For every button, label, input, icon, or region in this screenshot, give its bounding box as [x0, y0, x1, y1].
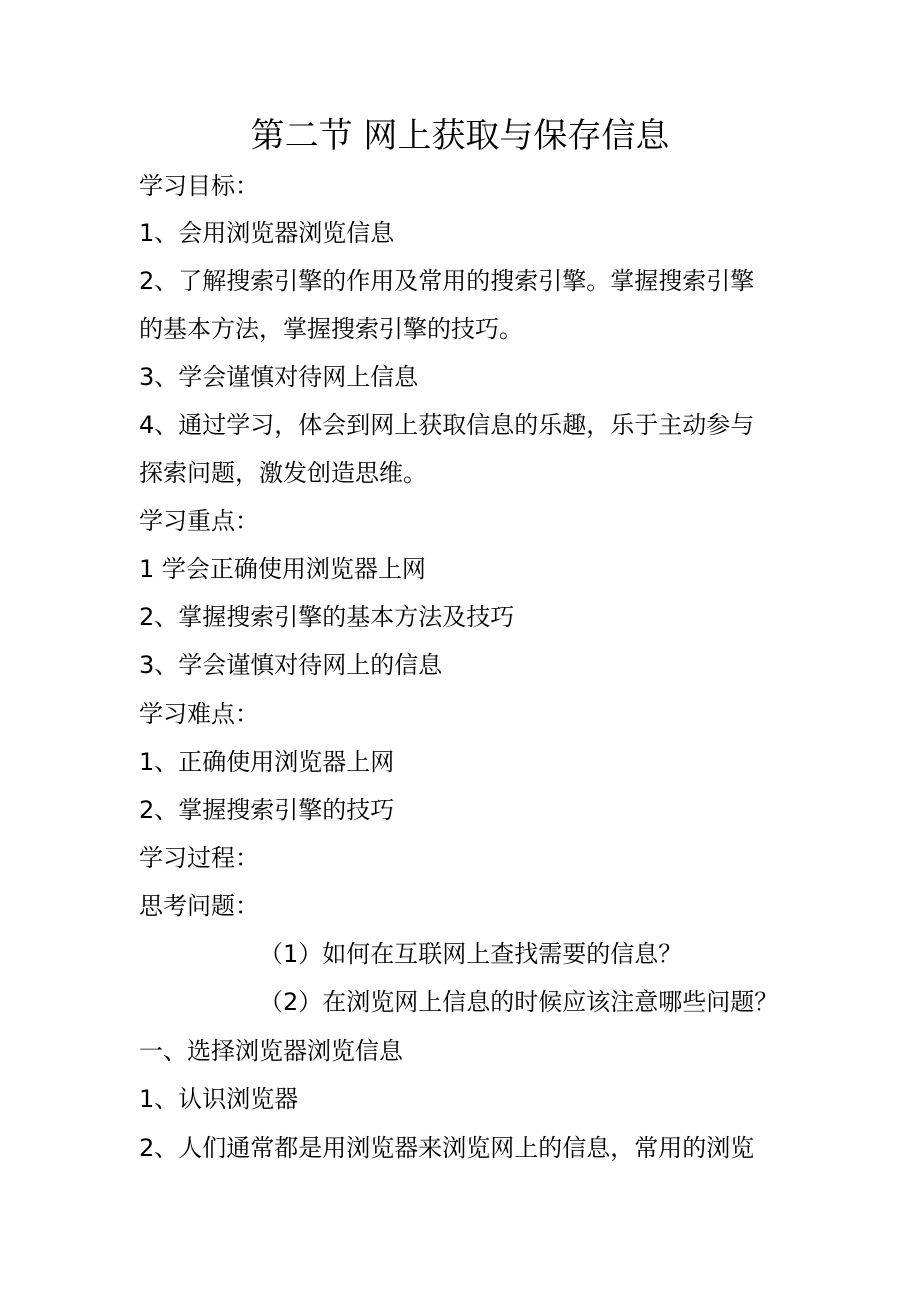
section-heading-objectives: 学习目标：	[139, 172, 259, 200]
objective-line: 2、了解搜索引擎的作用及常用的搜索引擎。掌握搜索引擎	[139, 267, 755, 295]
section-heading-difficulties: 学习难点：	[139, 700, 259, 728]
difficulty-line: 1、正确使用浏览器上网	[139, 748, 395, 776]
question-line: （2）在浏览网上信息的时候应该注意哪些问题？	[259, 988, 779, 1016]
section-heading-questions: 思考问题：	[139, 892, 259, 920]
objective-line-continued: 探索问题，激发创造思维。	[139, 459, 427, 487]
body-line: 1、认识浏览器	[139, 1085, 299, 1113]
section-heading-browser: 一、选择浏览器浏览信息	[139, 1037, 403, 1065]
key-point-line: 1 学会正确使用浏览器上网	[139, 555, 426, 583]
section-heading-process: 学习过程：	[139, 844, 259, 872]
document-title: 第二节 网上获取与保存信息	[250, 116, 670, 156]
key-point-line: 2、掌握搜索引擎的基本方法及技巧	[139, 603, 515, 631]
key-point-line: 3、学会谨慎对待网上的信息	[139, 651, 443, 679]
difficulty-line: 2、掌握搜索引擎的技巧	[139, 796, 395, 824]
objective-line: 1、会用浏览器浏览信息	[139, 219, 395, 247]
objective-line-continued: 的基本方法，掌握搜索引擎的技巧。	[139, 315, 523, 343]
body-line: 2、人们通常都是用浏览器来浏览网上的信息，常用的浏览	[139, 1134, 755, 1162]
question-line: （1）如何在互联网上查找需要的信息？	[259, 940, 683, 968]
objective-line: 3、学会谨慎对待网上信息	[139, 363, 419, 391]
section-heading-key-points: 学习重点：	[139, 507, 259, 535]
objective-line: 4、通过学习，体会到网上获取信息的乐趣，乐于主动参与	[139, 411, 755, 439]
